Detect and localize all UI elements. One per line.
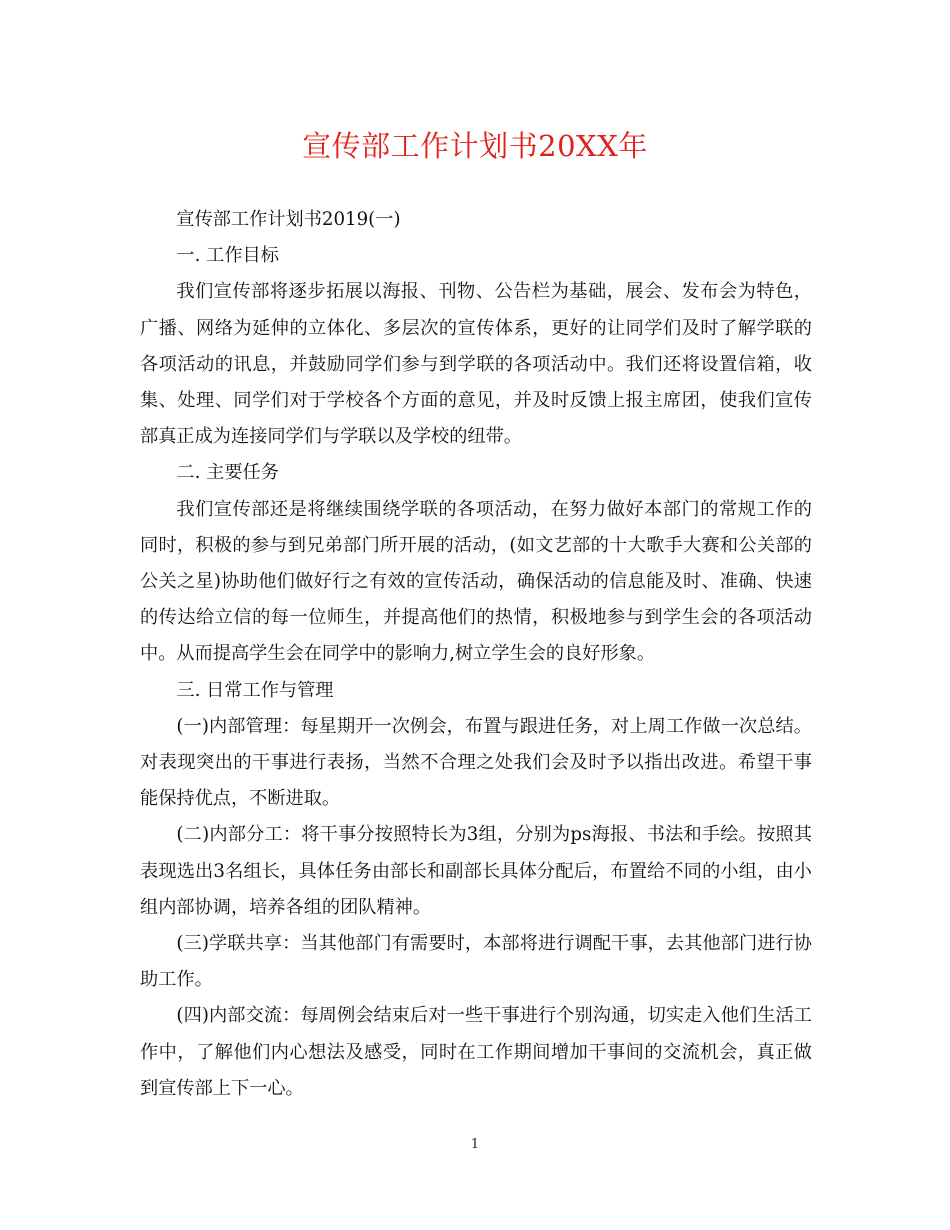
document-title: 宣传部工作计划书20XX年 — [302, 129, 648, 163]
document-body — [140, 202, 812, 1107]
paragraph-federation-sharing: (三)学联共享：当其他部门有需要时，本部将进行调配干事，去其他部门进行协助工作。 — [140, 933, 812, 991]
page-number: 1 — [470, 1137, 480, 1152]
heading-daily-work: 三. 日常工作与管理 — [176, 679, 334, 701]
paragraph-internal-division: (二)内部分工：将干事分按照特长为3组，分别为ps海报、书法和手绘。按照其表现选出3名组长，具体任务由部长和副部长具体分配后，布置给不同的小组，由小组内部协调，培养各组的团队精神。 — [140, 824, 812, 918]
paragraph-work-goals: 我们宣传部将逐步拓展以海报、刊物、公告栏为基础，展会、发布会为特色，广播、网络为延伸的立体化、多层次的宣传体系，更好的让同学们及时了解学联的各项活动的讯息，并鼓励同学们参与到学联的各项活动中。我们还将设置信箱，收集、处理、同学们对于学校各个方面的意见，并及时反馈上报主席团，使我们宣传部真正成为连接同学们与学联以及学校的纽带。 — [140, 281, 812, 448]
heading-main-tasks: 二. 主要任务 — [176, 462, 279, 484]
heading-work-goals: 一. 工作目标 — [176, 245, 279, 267]
paragraph-main-tasks: 我们宣传部还是将继续围绕学联的各项活动，在努力做好本部门的常规工作的同时，积极的参与到兄弟部门所开展的活动，(如文艺部的十大歌手大赛和公关部的公关之星)协助他们做好行之有效的宣传活动，确保活动的信息能及时、准确、快速的传达给立信的每一位师生，并提高他们的热情，积极地参与到学生会的各项活动中。从而提高学生会在同学中的影响力,树立学生会的良好形象。 — [140, 498, 812, 665]
paragraph-internal-communication: (四)内部交流：每周例会结束后对一些干事进行个别沟通，切实走入他们生活工作中，了解他们内心想法及感受，同时在工作期间增加干事间的交流机会，真正做到宣传部上下一心。 — [140, 1005, 812, 1099]
paragraph-subtitle: 宣传部工作计划书2019(一) — [176, 209, 401, 230]
paragraph-internal-management: (一)内部管理：每星期开一次例会，布置与跟进任务，对上周工作做一次总结。对表现突出的干事进行表扬，当然不合理之处我们会及时予以指出改进。希望干事能保持优点，不断进取。 — [140, 715, 812, 810]
